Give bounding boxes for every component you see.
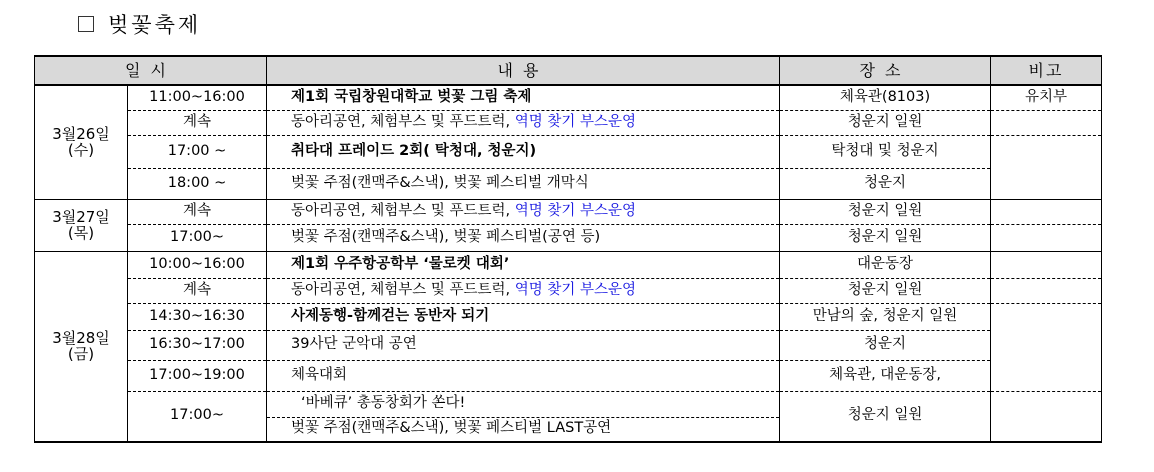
time-cell: 17:00~19:00: [128, 360, 267, 391]
place-cell: 청운지 일원: [780, 278, 991, 303]
weekday-label: (수): [67, 141, 95, 160]
place-cell: 청운지: [780, 330, 991, 360]
header-note: 비고: [991, 56, 1102, 85]
time-cell: 계속: [128, 199, 267, 224]
content-highlight: 역명 찾기 부스운영: [514, 202, 637, 219]
checkbox-square-icon: [78, 16, 94, 32]
content-cell: 벚꽃 주점(캔맥주&스낵), 벚꽃 페스티벌 LAST공연: [267, 417, 780, 442]
table-row: [35, 224, 1102, 251]
content-cell: ‘바베큐’ 총동창회가 쏜다!: [267, 391, 780, 417]
weekday-label: (금): [67, 345, 95, 364]
table-row: [35, 391, 1102, 417]
time-cell: 18:00 ~: [128, 168, 267, 199]
content-cell: 벚꽃 주점(캔맥주&스낵), 벚꽃 페스티벌 개막식: [267, 168, 780, 199]
date-cell: [35, 251, 128, 442]
content-highlight: 역명 찾기 부스운영: [514, 281, 637, 298]
table-header-row: [35, 56, 1102, 85]
table-row: [35, 278, 1102, 303]
table-row: [35, 135, 1102, 168]
time-cell: 11:00~16:00: [128, 85, 267, 110]
time-cell: 14:30~16:30: [128, 303, 267, 330]
weekday-label: (목): [67, 224, 95, 242]
date-cell: [35, 199, 128, 251]
note-cell: 유치부: [991, 85, 1102, 110]
table-row: [35, 303, 1102, 330]
content-cell: 벚꽃 주점(캔맥주&스낵), 벚꽃 페스티벌(공연 등): [267, 224, 780, 251]
content-cell: [267, 110, 780, 135]
note-cell: [991, 278, 1102, 303]
header-date: 일시: [35, 56, 267, 85]
date-label: 3월26일: [52, 124, 110, 143]
note-cell: [991, 224, 1102, 251]
table-row: [35, 168, 1102, 199]
section-title: 벚꽃축제: [108, 13, 202, 37]
content-highlight: 역명 찾기 부스운영: [514, 113, 637, 130]
place-cell: 청운지: [780, 168, 991, 199]
note-cell: [991, 135, 1102, 199]
festival-schedule-table: [34, 55, 1102, 443]
note-cell: [991, 251, 1102, 278]
note-cell: [991, 199, 1102, 224]
place-cell: 탁청대 및 청운지: [780, 135, 991, 168]
header-content: 내용: [267, 56, 780, 85]
time-cell: 17:00 ~: [128, 135, 267, 168]
content-cell: 제1회 우주항공학부 ‘물로켓 대회’: [267, 251, 780, 278]
content-cell: 39사단 군악대 공연: [267, 330, 780, 360]
date-cell: [35, 85, 128, 199]
place-cell: 대운동장: [780, 251, 991, 278]
time-cell: 17:00~: [128, 391, 267, 442]
place-cell: 체육관, 대운동장,: [780, 360, 991, 391]
note-cell: [991, 110, 1102, 135]
table-row: [35, 251, 1102, 278]
time-cell: 16:30~17:00: [128, 330, 267, 360]
content-cell: [267, 278, 780, 303]
content-text: 동아리공연, 체험부스 및 푸드트럭,: [291, 202, 515, 219]
note-cell: [991, 391, 1102, 442]
content-cell: 취타대 프레이드 2회( 탁청대, 청운지): [267, 135, 780, 168]
table-row: [35, 199, 1102, 224]
date-label: 3월27일: [52, 207, 110, 226]
header-place: 장소: [780, 56, 991, 85]
time-cell: 계속: [128, 110, 267, 135]
place-cell: 체육관(8103): [780, 85, 991, 110]
time-cell: 계속: [128, 278, 267, 303]
table-row: [35, 360, 1102, 391]
place-cell: 만남의 숲, 청운지 일원: [780, 303, 991, 330]
place-cell: 청운지 일원: [780, 110, 991, 135]
content-cell: 제1회 국립창원대학교 벚꽃 그림 축제: [267, 85, 780, 110]
content-cell: 체육대회: [267, 360, 780, 391]
table-row: [35, 85, 1102, 110]
table-row: [35, 110, 1102, 135]
time-cell: 10:00~16:00: [128, 251, 267, 278]
content-cell: [267, 199, 780, 224]
place-cell: 청운지 일원: [780, 199, 991, 224]
place-cell: 청운지 일원: [780, 391, 991, 442]
content-text: 동아리공연, 체험부스 및 푸드트럭,: [291, 281, 515, 298]
content-text: 동아리공연, 체험부스 및 푸드트럭,: [291, 113, 515, 130]
date-label: 3월28일: [52, 328, 110, 347]
table-row: [35, 330, 1102, 360]
section-heading: [78, 9, 201, 39]
content-cell: 사제동행-함께걷는 동반자 되기: [267, 303, 780, 330]
note-cell: [991, 303, 1102, 391]
time-cell: 17:00~: [128, 224, 267, 251]
place-cell: 청운지 일원: [780, 224, 991, 251]
